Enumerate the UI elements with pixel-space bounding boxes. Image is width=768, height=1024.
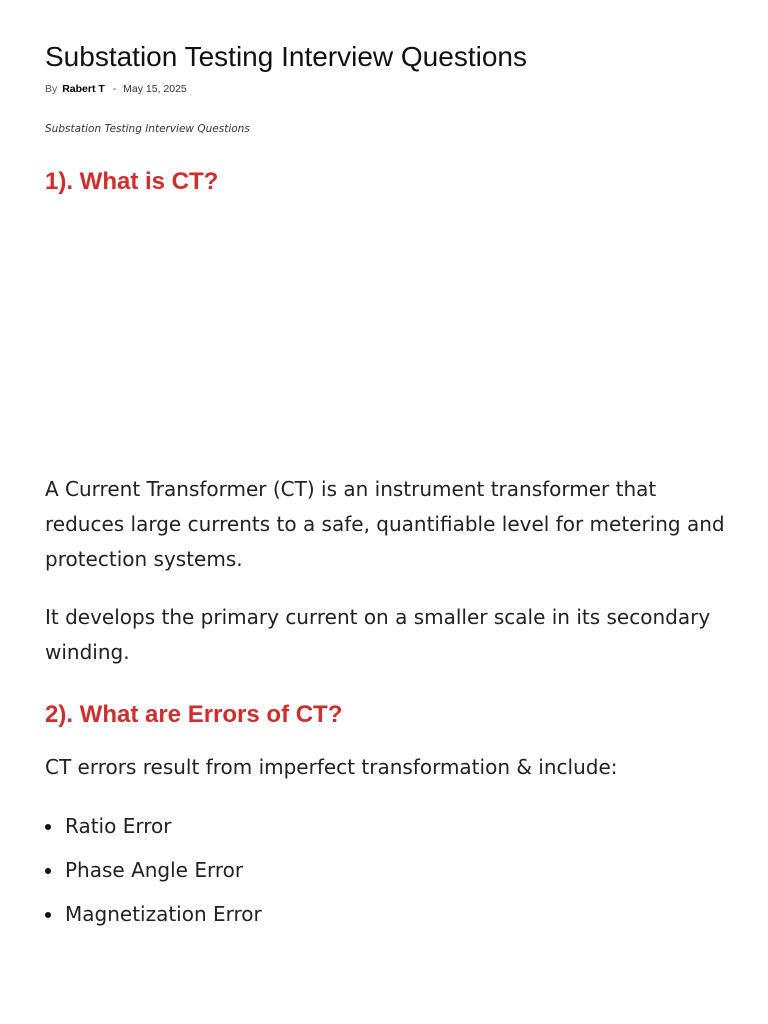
list-item [45,809,728,844]
ct-errors-list [45,809,728,932]
article-title: Substation Testing Interview Questions [45,41,527,72]
list-item [45,897,728,932]
list-item-label: Magnetization Error [65,902,262,926]
list-item-label: Phase Angle Error [65,858,244,882]
paragraph-ct-definition: A Current Transformer (CT) is an instrument transformer that reduces large currents to a safe, quantifiable level for metering and protection systems. [45,477,725,571]
bullet-icon [45,824,51,830]
bullet-icon [45,868,51,874]
section-heading-ct-errors: 2). What are Errors of CT? [45,701,343,728]
bullet-icon [45,912,51,918]
list-item-label: Ratio Error [65,814,172,838]
author-link[interactable]: Rabert T [62,83,105,95]
byline-separator: - [112,83,117,95]
ad-placeholder [45,217,728,472]
section-heading-what-is-ct: 1). What is CT? [45,168,219,195]
list-item [45,853,728,888]
publish-date: May 15, 2025 [123,83,187,95]
image-caption: Substation Testing Interview Questions [45,123,250,135]
paragraph-ct-secondary: It develops the primary current on a smaller scale in its secondary winding. [45,605,711,664]
byline [45,81,728,97]
byline-by-label: By [45,83,58,95]
paragraph-ct-errors-intro: CT errors result from imperfect transformation & include: [45,755,618,779]
